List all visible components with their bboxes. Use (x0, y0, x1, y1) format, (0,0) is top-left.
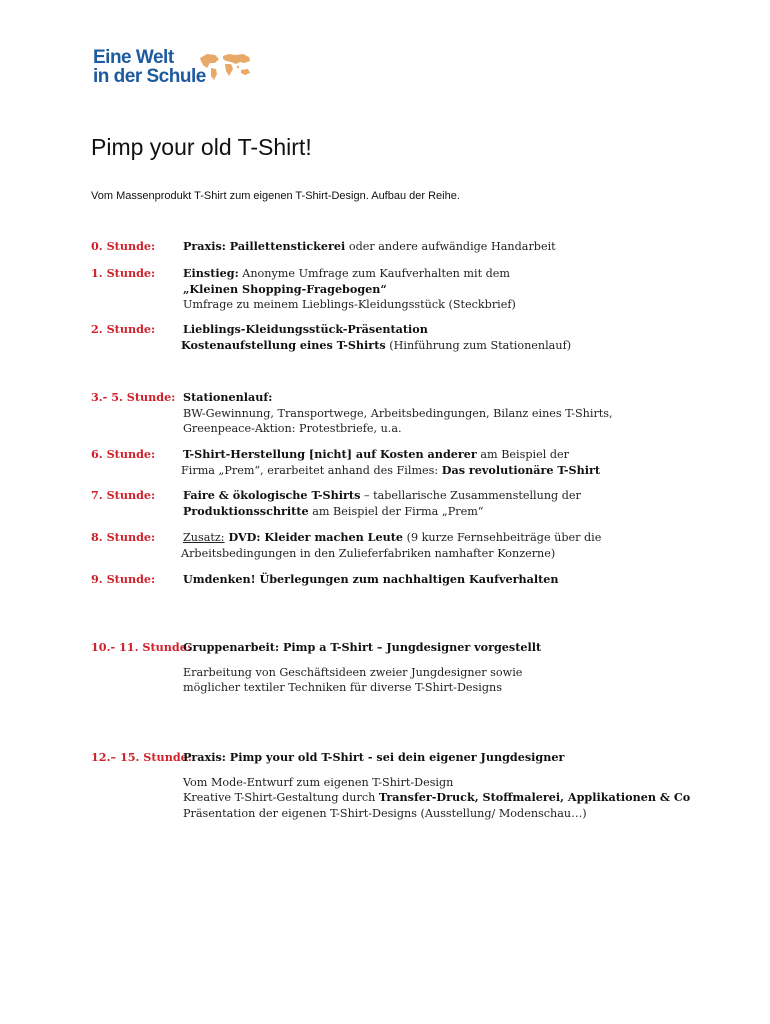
lesson-text: am Beispiel der (476, 448, 569, 461)
lesson-text: (Hinführung zum Stationenlauf) (385, 338, 572, 352)
lesson-content (183, 390, 743, 437)
logo-line-2: in der Schule (93, 66, 206, 87)
lesson-note: Zusatz: (183, 531, 225, 544)
page-subtitle: Vom Massenprodukt T-Shirt zum eigenen T-Shirt-Design. Aufbau der Reihe. (91, 190, 460, 202)
lesson-content (183, 322, 743, 353)
lesson-title: Kostenaufstellung eines T-Shirts (181, 337, 386, 352)
lesson-label: 10.- 11. Stunde: (91, 640, 191, 654)
lesson-content (183, 239, 743, 255)
lesson-text: am Beispiel der Firma „Prem“ (308, 504, 484, 518)
lesson-content (183, 266, 743, 313)
lesson-title: Lieblings-Kleidungsstück-Präsentation (183, 322, 428, 336)
lesson-content (183, 447, 743, 478)
lesson-label: 9. Stunde: (91, 572, 156, 586)
lesson-text: Anonyme Umfrage zum Kaufverhalten mit dem (238, 267, 511, 280)
lesson-title: Das revolutionäre T-Shirt (441, 462, 601, 477)
lesson-title: DVD: Kleider machen Leute (224, 530, 404, 544)
logo (93, 48, 206, 86)
lesson-title: Umdenken! Überlegungen zum nachhaltigen Kaufverhalten (183, 572, 559, 586)
lesson-title: T-Shirt-Herstellung [nicht] auf Kosten anderer (183, 447, 477, 461)
lesson-label: 12.– 15. Stunde: (91, 750, 192, 764)
lesson-label: 6. Stunde: (91, 447, 156, 461)
lesson-title: Praxis: Pimp your old T-Shirt - sei dein eigener Jungdesigner (183, 750, 565, 764)
lesson-text: Vom Mode-Entwurf zum eigenen T-Shirt-Design (183, 775, 454, 789)
lesson-text: Kreative T-Shirt-Gestaltung durch (183, 791, 379, 804)
lesson-text: oder andere aufwändige Handarbeit (345, 240, 556, 253)
lesson-label: 0. Stunde: (91, 239, 156, 253)
lesson-title: Gruppenarbeit: Pimp a T-Shirt – Jungdesigner vorgestellt (183, 640, 542, 654)
lesson-text: Erarbeitung von Geschäftsideen zweier Jungdesigner sowie (183, 665, 523, 679)
lesson-content (183, 640, 743, 696)
lesson-text: BW-Gewinnung, Transportwege, Arbeitsbedingungen, Bilanz eines T-Shirts, (183, 406, 613, 420)
lesson-content (183, 488, 743, 519)
lesson-text: Firma „Prem“, erarbeitet anhand des Filmes: (181, 463, 442, 477)
lesson-text: Umfrage zu meinem Lieblings-Kleidungsstück (Steckbrief) (183, 298, 516, 311)
lesson-text: möglicher textiler Techniken für diverse T-Shirt-Designs (183, 681, 502, 694)
lesson-label: 7. Stunde: (91, 488, 156, 502)
lesson-title: Stationenlauf: (183, 390, 273, 404)
lesson-label: 3.- 5. Stunde: (91, 390, 176, 404)
lesson-label: 8. Stunde: (91, 530, 156, 544)
lesson-content (183, 572, 743, 588)
lesson-title: Transfer-Druck, Stoffmalerei, Applikationen & Co (378, 790, 691, 804)
page-title: Pimp your old T-Shirt! (91, 134, 312, 160)
logo-line-1: Eine Welt (93, 47, 174, 68)
lesson-text: Greenpeace-Aktion: Protestbriefe, u.a. (183, 422, 402, 435)
lesson-title: Praxis: Paillettenstickerei (183, 239, 346, 253)
world-map-icon (198, 51, 254, 81)
lesson-title: „Kleinen Shopping-Fragebogen“ (183, 281, 387, 296)
lesson-label: 2. Stunde: (91, 322, 156, 336)
lesson-title: Faire & ökologische T-Shirts (183, 488, 361, 502)
lesson-label: 1. Stunde: (91, 266, 156, 280)
lesson-text: (9 kurze Fernsehbeiträge über die (403, 531, 602, 544)
lesson-text: Präsentation der eigenen T-Shirt-Designs (Ausstellung/ Modenschau…) (183, 806, 587, 820)
lesson-title: Einstieg: (183, 266, 239, 280)
lesson-content (183, 530, 743, 561)
lesson-title: Produktionsschritte (183, 503, 309, 518)
lesson-text: Arbeitsbedingungen in den Zulieferfabriken namhafter Konzerne) (181, 546, 556, 560)
lesson-content (183, 750, 743, 821)
lesson-text: – tabellarische Zusammenstellung der (360, 489, 581, 502)
